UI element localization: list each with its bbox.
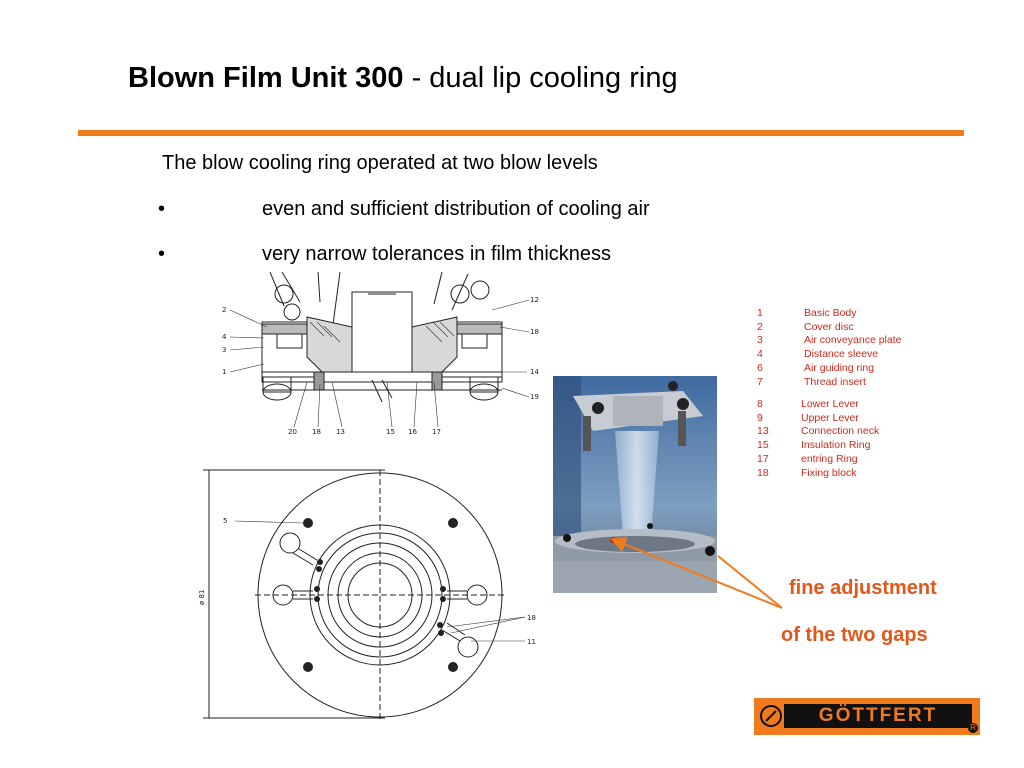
legend-row [757, 412, 879, 426]
legend-number: 1 [757, 307, 763, 319]
legend-label: Air guiding ring [804, 361, 875, 374]
drawing-label: 12 [530, 296, 539, 304]
drawing-label: 11 [527, 638, 536, 646]
legend-number: 15 [757, 439, 769, 452]
legend-row [757, 307, 901, 321]
legend-row [757, 425, 879, 439]
legend-row [757, 376, 901, 390]
annotation-line-2: of the two gaps [781, 624, 928, 646]
drawing-label: 19 [530, 393, 539, 401]
drawing-label: 14 [530, 368, 539, 376]
legend-label: Distance sleeve [804, 348, 879, 361]
drawing-label: 17 [432, 428, 441, 436]
legend-number: 8 [757, 398, 763, 410]
legend-number: 7 [757, 375, 763, 388]
legend-row [757, 398, 879, 412]
parts-legend-group-2 [757, 398, 879, 480]
legend-number: 2 [757, 320, 763, 333]
bullet-text: even and sufficient distribution of cooling air [262, 198, 650, 220]
legend-row [757, 467, 879, 481]
legend-label: Connection neck [801, 425, 880, 438]
legend-number: 6 [757, 361, 763, 374]
drawing-label: 20 [288, 428, 297, 436]
drawing-label: 2 [222, 306, 227, 314]
intro-text: The blow cooling ring operated at two blow levels [162, 152, 598, 174]
legend-number: 4 [757, 348, 763, 361]
drawing-label: 3 [222, 346, 227, 354]
legend-number: 17 [757, 452, 769, 465]
drawing-label: ø 81 [198, 589, 206, 605]
bullet-symbol: • [158, 198, 166, 220]
legend-label: Insulation Ring [801, 439, 871, 452]
legend-number: 3 [757, 334, 763, 347]
drawing-label: 5 [223, 517, 228, 525]
legend-number: 18 [757, 466, 769, 479]
bullet-item-2 [158, 243, 611, 266]
legend-row [757, 362, 901, 376]
annotation-arrows [600, 530, 800, 620]
drawing-label: 18 [312, 428, 321, 436]
drawing-label: 18 [527, 614, 536, 622]
legend-label: Fixing block [801, 466, 857, 479]
legend-number: 9 [757, 411, 763, 424]
drawing-label: 4 [222, 333, 227, 341]
legend-label: entring Ring [801, 452, 858, 465]
legend-label: Thread insert [804, 375, 866, 388]
legend-row [757, 439, 879, 453]
legend-row [757, 348, 901, 362]
drawing-label: 13 [336, 428, 345, 436]
slide-title [128, 62, 678, 95]
drawing-label: 16 [408, 428, 417, 436]
logo-wordmark: GÖTTFERT [784, 704, 972, 728]
annotation-line-1: fine adjustment [789, 577, 937, 599]
title-divider [78, 130, 964, 136]
drawing-label: 1 [222, 368, 227, 376]
gottfert-logo [754, 698, 980, 735]
parts-legend-group-1 [757, 307, 901, 389]
bullet-text: very narrow tolerances in film thickness [262, 243, 612, 265]
bullet-item-1 [158, 198, 650, 221]
plan-drawing [195, 465, 545, 725]
legend-row [757, 453, 879, 467]
title-subtitle: - dual lip cooling ring [411, 62, 678, 94]
legend-label: Air conveyance plate [804, 334, 902, 347]
legend-row [757, 321, 901, 335]
legend-label: Basic Body [804, 307, 857, 319]
gauge-icon [759, 704, 783, 728]
legend-number: 13 [757, 425, 769, 438]
drawing-label: 18 [530, 328, 539, 336]
legend-label: Lower Lever [801, 398, 859, 410]
drawing-label: 15 [386, 428, 395, 436]
bullet-symbol: • [158, 243, 166, 265]
legend-label: Cover disc [804, 320, 854, 333]
section-drawing [222, 272, 547, 437]
title-main: Blown Film Unit 300 [128, 62, 404, 94]
registered-mark: R [968, 723, 978, 733]
legend-row [757, 334, 901, 348]
legend-label: Upper Lever [801, 411, 859, 424]
